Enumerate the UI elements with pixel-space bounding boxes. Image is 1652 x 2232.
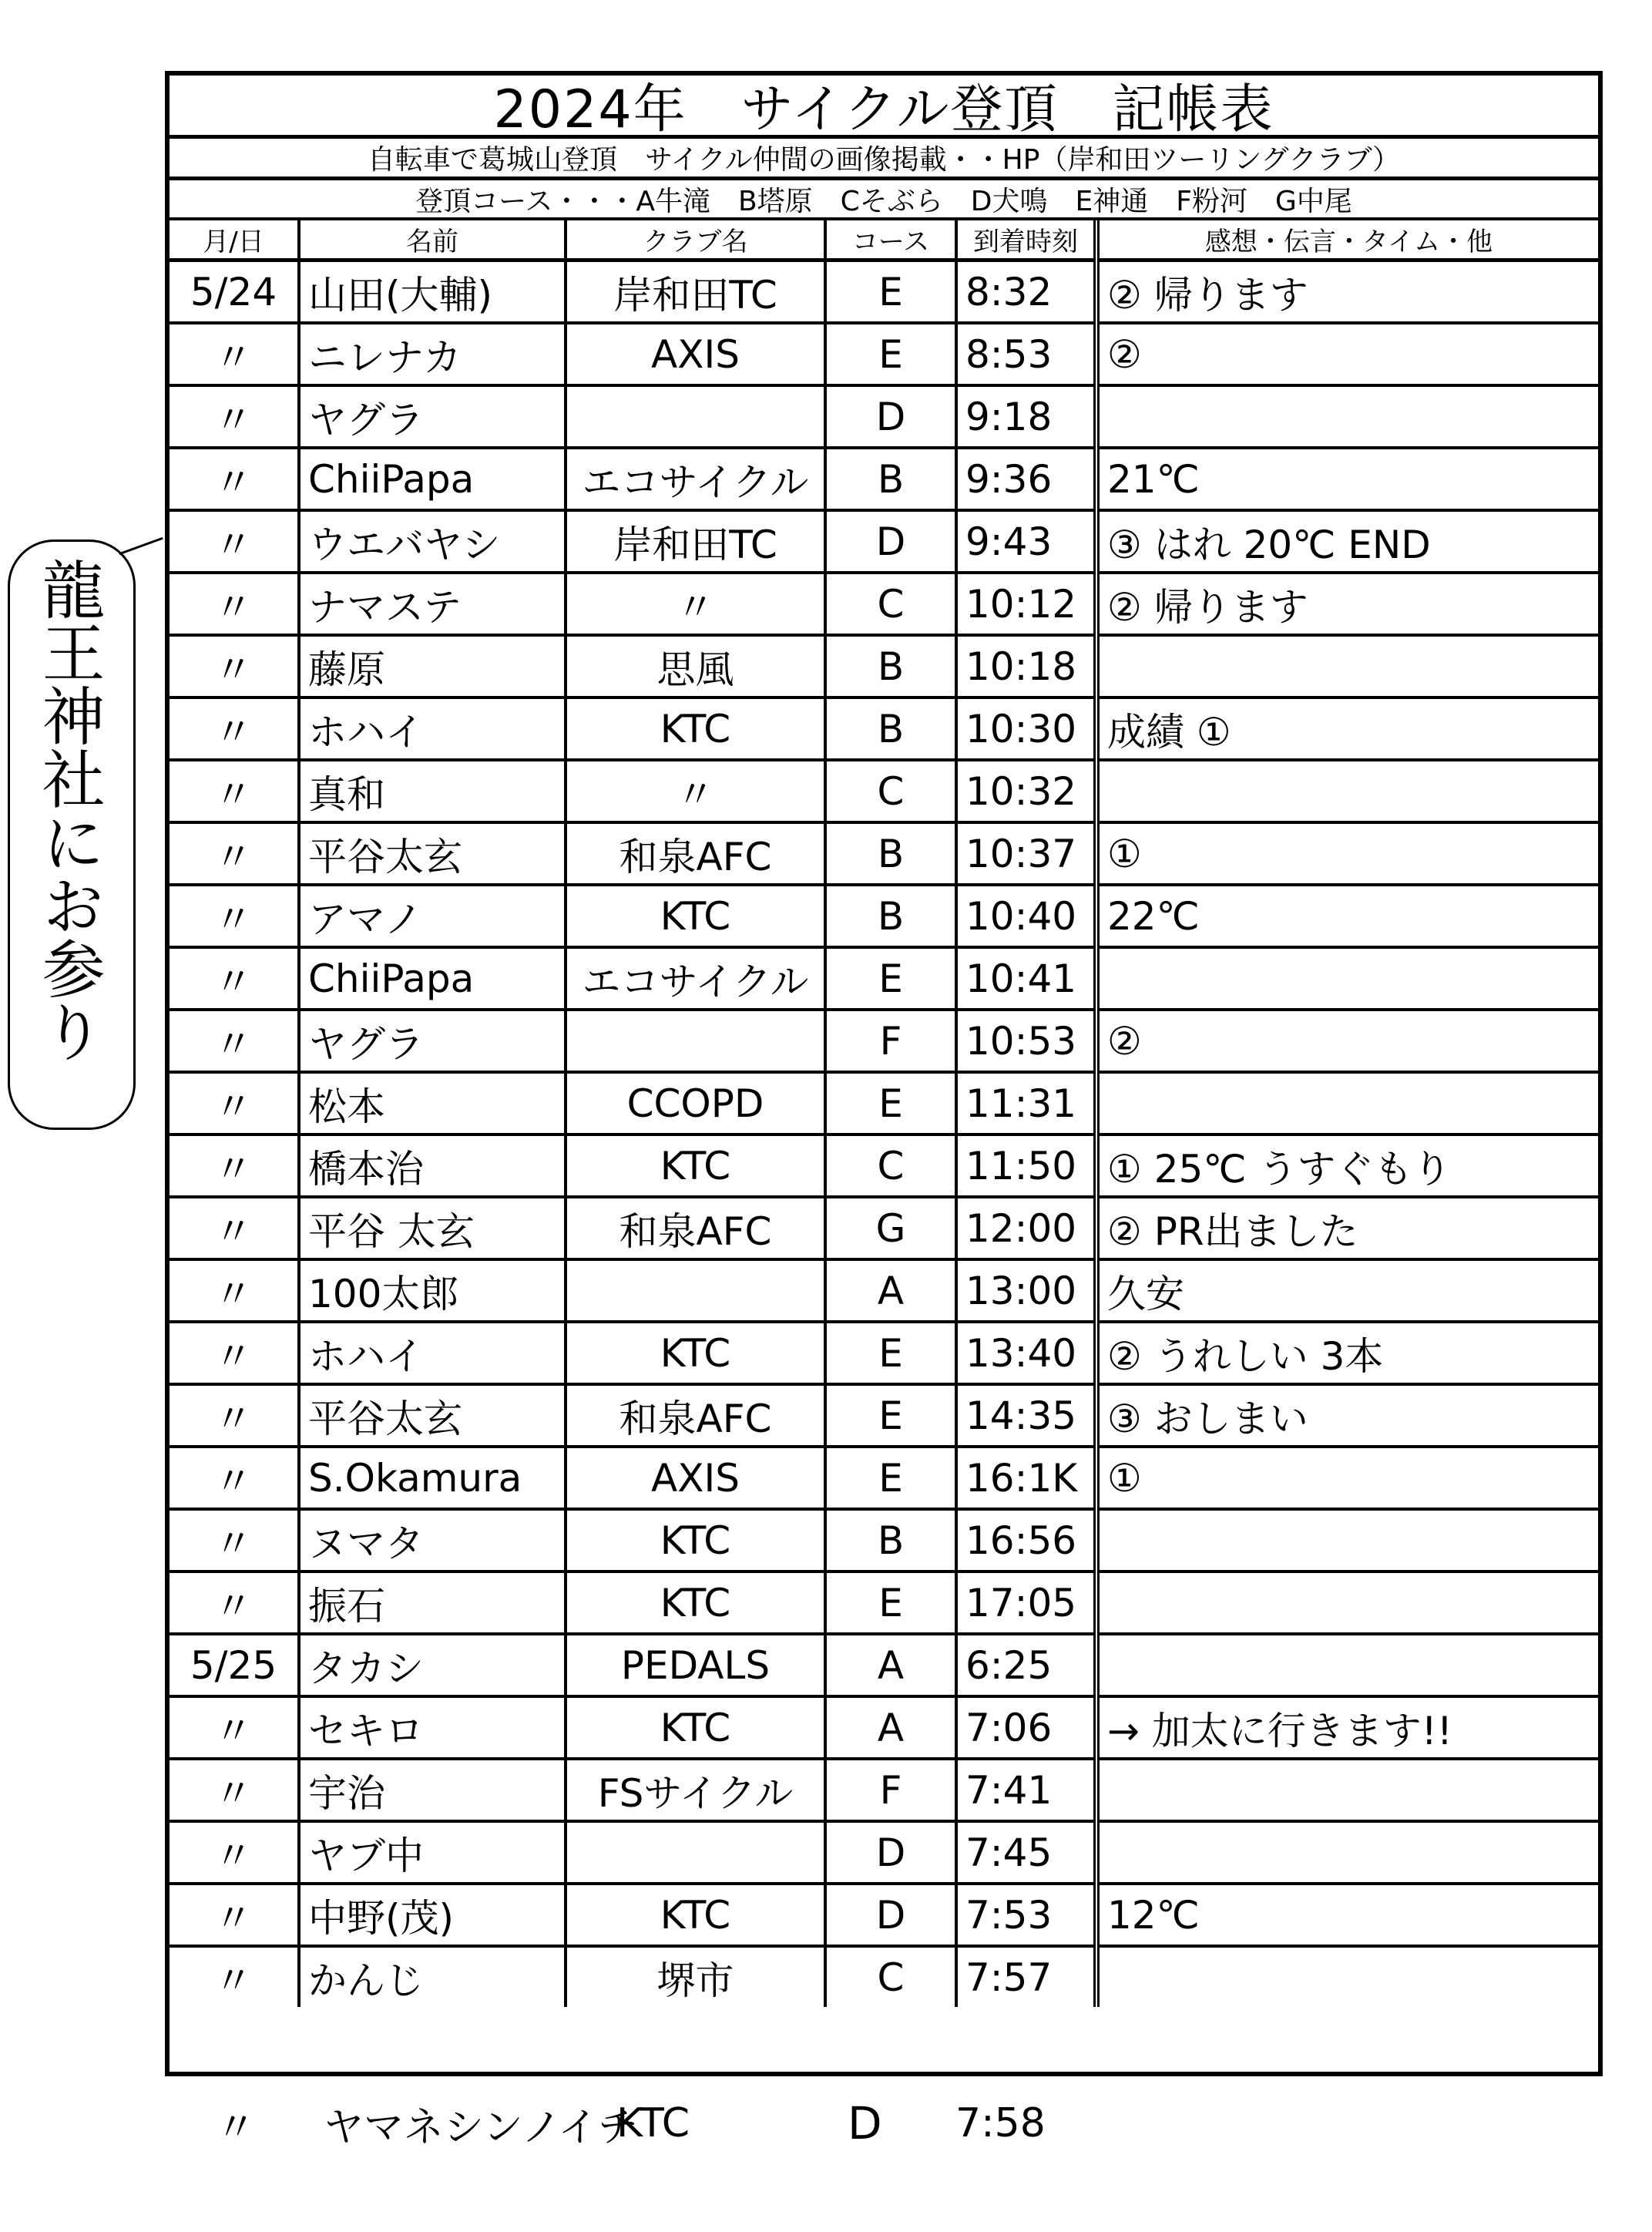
table-row	[170, 1571, 1598, 1634]
entry-course: E	[825, 947, 956, 1010]
entry-club: 和泉AFC	[566, 1384, 825, 1447]
entry-name: ヤブ中	[299, 1821, 566, 1884]
entry-name: ChiiPapa	[299, 448, 566, 510]
entry-date: 〃	[170, 510, 299, 573]
entry-course: A	[825, 1634, 956, 1696]
entry-course: D	[825, 385, 956, 448]
entry-note: 12℃	[1096, 1884, 1598, 1946]
entry-course: E	[825, 1571, 956, 1634]
entry-time: 11:50	[956, 1134, 1096, 1197]
entry-date: 〃	[170, 1384, 299, 1447]
table-row	[170, 698, 1598, 760]
table-row	[170, 1447, 1598, 1509]
entry-club: KTC	[566, 1571, 825, 1634]
entry-note: ①	[1096, 1447, 1598, 1509]
entry-note	[1096, 385, 1598, 448]
entry-name: アマノ	[299, 885, 566, 947]
col-header-course: コース	[825, 220, 956, 261]
entry-course: C	[825, 1134, 956, 1197]
entry-time: 16:1K	[956, 1447, 1096, 1509]
table-row	[170, 1384, 1598, 1447]
margin-note-text: 龍王神社にお参り	[32, 557, 105, 1063]
entry-club: 堺市	[566, 1946, 825, 2007]
table-row	[170, 635, 1598, 698]
entry-note	[1096, 1946, 1598, 2007]
entry-name: 100太郎	[299, 1259, 566, 1322]
entry-note: ① 25℃ うすぐもり	[1096, 1134, 1598, 1197]
entry-course: D	[825, 510, 956, 573]
outside-entry-date: 〃	[216, 2104, 257, 2151]
outside-entry-course: D	[848, 2097, 882, 2150]
entry-name: かんじ	[299, 1946, 566, 2007]
entry-club: 〃	[566, 573, 825, 635]
table-row	[170, 1884, 1598, 1946]
entry-note: ② 帰ります	[1096, 261, 1598, 324]
table-row	[170, 885, 1598, 947]
entry-club: CCOPD	[566, 1072, 825, 1134]
entry-course: E	[825, 323, 956, 385]
col-header-time: 到着時刻	[956, 220, 1096, 261]
entry-note	[1096, 1634, 1598, 1696]
entry-name: 橋本治	[299, 1134, 566, 1197]
entry-name: ヤグラ	[299, 385, 566, 448]
table-row	[170, 323, 1598, 385]
outside-entry-time: 7:58	[955, 2100, 1046, 2146]
entry-name: ホハイ	[299, 698, 566, 760]
entry-name: 中野(茂)	[299, 1884, 566, 1946]
table-row	[170, 760, 1598, 822]
entry-date: 〃	[170, 1696, 299, 1759]
entry-time: 10:12	[956, 573, 1096, 635]
entry-note	[1096, 760, 1598, 822]
entry-note	[1096, 1072, 1598, 1134]
entry-name: ヤグラ	[299, 1010, 566, 1072]
entry-course: F	[825, 1759, 956, 1821]
table-row	[170, 261, 1598, 324]
entry-course: B	[825, 885, 956, 947]
entry-time: 9:36	[956, 448, 1096, 510]
table-row	[170, 573, 1598, 635]
entry-date: 〃	[170, 1259, 299, 1322]
entry-date: 〃	[170, 1010, 299, 1072]
entry-course: F	[825, 1010, 956, 1072]
entry-name: ヌマタ	[299, 1509, 566, 1571]
entry-name: ChiiPapa	[299, 947, 566, 1010]
logbook-sheet	[165, 71, 1603, 2076]
entry-club: 〃	[566, 760, 825, 822]
entry-club: KTC	[566, 1134, 825, 1197]
entry-date: 〃	[170, 698, 299, 760]
entry-note: 成績 ①	[1096, 698, 1598, 760]
entry-club: AXIS	[566, 323, 825, 385]
entry-time: 6:25	[956, 1634, 1096, 1696]
entry-club: KTC	[566, 1509, 825, 1571]
entry-date: 〃	[170, 1322, 299, 1384]
entry-time: 13:40	[956, 1322, 1096, 1384]
entry-note: ③ はれ 20℃ END	[1096, 510, 1598, 573]
entry-time: 7:53	[956, 1884, 1096, 1946]
entry-time: 14:35	[956, 1384, 1096, 1447]
table-row	[170, 448, 1598, 510]
table-row	[170, 1322, 1598, 1384]
entry-date: 〃	[170, 1134, 299, 1197]
entry-date: 〃	[170, 323, 299, 385]
outside-entry-club: KTC	[616, 2100, 690, 2146]
entry-club: PEDALS	[566, 1634, 825, 1696]
entry-club: 和泉AFC	[566, 1197, 825, 1259]
entry-club	[566, 1259, 825, 1322]
entry-time: 10:40	[956, 885, 1096, 947]
logbook-body	[170, 261, 1598, 2008]
entry-name: 宇治	[299, 1759, 566, 1821]
entry-name: S.Okamura	[299, 1447, 566, 1509]
entry-note	[1096, 1571, 1598, 1634]
entry-club: KTC	[566, 1696, 825, 1759]
entry-note: 22℃	[1096, 885, 1598, 947]
entry-club: 岸和田TC	[566, 510, 825, 573]
entry-date: 〃	[170, 1509, 299, 1571]
entry-club	[566, 1821, 825, 1884]
entry-time: 7:45	[956, 1821, 1096, 1884]
table-header-row	[170, 220, 1598, 261]
entry-course: E	[825, 261, 956, 324]
entry-time: 7:57	[956, 1946, 1096, 2007]
entry-note: 21℃	[1096, 448, 1598, 510]
entry-club	[566, 385, 825, 448]
entry-date: 5/25	[170, 1634, 299, 1696]
entry-date: 〃	[170, 760, 299, 822]
course-legend: 登頂コース・・・A牛滝 B塔原 Cそぶら D犬鳴 E神通 F粉河 G中尾	[170, 180, 1598, 220]
entry-course: A	[825, 1259, 956, 1322]
entry-course: E	[825, 1447, 956, 1509]
entry-club: AXIS	[566, 1447, 825, 1509]
entry-name: ホハイ	[299, 1322, 566, 1384]
entry-course: B	[825, 822, 956, 885]
entry-note	[1096, 1509, 1598, 1571]
entry-time: 9:18	[956, 385, 1096, 448]
entry-date: 5/24	[170, 261, 299, 324]
table-row	[170, 1072, 1598, 1134]
entry-name: 藤原	[299, 635, 566, 698]
entry-date: 〃	[170, 1197, 299, 1259]
entry-date: 〃	[170, 1946, 299, 2007]
col-header-club: クラブ名	[566, 220, 825, 261]
table-row	[170, 510, 1598, 573]
entry-date: 〃	[170, 573, 299, 635]
entry-name: 平谷太玄	[299, 822, 566, 885]
entry-time: 10:30	[956, 698, 1096, 760]
entry-note	[1096, 1759, 1598, 1821]
entry-course: D	[825, 1821, 956, 1884]
entry-note: ②	[1096, 1010, 1598, 1072]
entry-note: ②	[1096, 323, 1598, 385]
entry-time: 8:32	[956, 261, 1096, 324]
entry-course: B	[825, 698, 956, 760]
entry-course: B	[825, 448, 956, 510]
entry-time: 11:31	[956, 1072, 1096, 1134]
entry-time: 13:00	[956, 1259, 1096, 1322]
table-row	[170, 1759, 1598, 1821]
entry-date: 〃	[170, 635, 299, 698]
entry-date: 〃	[170, 822, 299, 885]
entry-time: 7:41	[956, 1759, 1096, 1821]
entry-course: C	[825, 573, 956, 635]
entry-name: ナマステ	[299, 573, 566, 635]
entry-club: 岸和田TC	[566, 261, 825, 324]
table-row	[170, 1946, 1598, 2007]
entry-time: 16:56	[956, 1509, 1096, 1571]
entry-name: 松本	[299, 1072, 566, 1134]
entry-name: 平谷太玄	[299, 1384, 566, 1447]
entry-time: 10:41	[956, 947, 1096, 1010]
entry-name: ウエバヤシ	[299, 510, 566, 573]
margin-note-bubble	[8, 540, 136, 1130]
entry-note: → 加太に行きます!!	[1096, 1696, 1598, 1759]
table-row	[170, 1010, 1598, 1072]
entry-course: E	[825, 1072, 956, 1134]
table-row	[170, 947, 1598, 1010]
entry-date: 〃	[170, 1759, 299, 1821]
entry-time: 12:00	[956, 1197, 1096, 1259]
entry-club: KTC	[566, 885, 825, 947]
entry-time: 10:37	[956, 822, 1096, 885]
table-row	[170, 1509, 1598, 1571]
entry-course: E	[825, 1384, 956, 1447]
entry-date: 〃	[170, 947, 299, 1010]
entry-name: 平谷 太玄	[299, 1197, 566, 1259]
entry-name: タカシ	[299, 1634, 566, 1696]
entry-club: エコサイクル	[566, 947, 825, 1010]
entry-date: 〃	[170, 385, 299, 448]
entry-club: KTC	[566, 1884, 825, 1946]
col-header-name: 名前	[299, 220, 566, 261]
entry-time: 10:18	[956, 635, 1096, 698]
margin-note-arrow	[119, 537, 163, 555]
outside-entry-row	[216, 2081, 1603, 2166]
entry-date: 〃	[170, 1884, 299, 1946]
table-row	[170, 1134, 1598, 1197]
entry-note: 久安	[1096, 1259, 1598, 1322]
entry-course: C	[825, 1946, 956, 2007]
entry-course: B	[825, 1509, 956, 1571]
entry-club	[566, 1010, 825, 1072]
entry-club: KTC	[566, 698, 825, 760]
entry-club: FSサイクル	[566, 1759, 825, 1821]
entry-time: 17:05	[956, 1571, 1096, 1634]
entry-name: 山田(大輔)	[299, 261, 566, 324]
entry-date: 〃	[170, 1571, 299, 1634]
entry-note: ② うれしい 3本	[1096, 1322, 1598, 1384]
table-row	[170, 1634, 1598, 1696]
sheet-title: 2024年 サイクル登頂 記帳表	[170, 76, 1598, 139]
table-row	[170, 1259, 1598, 1322]
entry-note	[1096, 635, 1598, 698]
entry-course: D	[825, 1884, 956, 1946]
entry-date: 〃	[170, 1447, 299, 1509]
entry-time: 8:53	[956, 323, 1096, 385]
entry-note: ② 帰ります	[1096, 573, 1598, 635]
entry-time: 10:53	[956, 1010, 1096, 1072]
entry-note	[1096, 1821, 1598, 1884]
entry-note: ①	[1096, 822, 1598, 885]
entry-date: 〃	[170, 885, 299, 947]
entry-name: 振石	[299, 1571, 566, 1634]
entry-name: 真和	[299, 760, 566, 822]
entry-club: KTC	[566, 1322, 825, 1384]
entry-date: 〃	[170, 448, 299, 510]
entry-note: ③ おしまい	[1096, 1384, 1598, 1447]
entry-course: A	[825, 1696, 956, 1759]
entry-note	[1096, 947, 1598, 1010]
entry-club: エコサイクル	[566, 448, 825, 510]
logbook-table	[170, 220, 1598, 2007]
entry-name: ニレナカ	[299, 323, 566, 385]
entry-time: 9:43	[956, 510, 1096, 573]
table-row	[170, 1821, 1598, 1884]
entry-course: G	[825, 1197, 956, 1259]
entry-note: ② PR出ました	[1096, 1197, 1598, 1259]
col-header-note: 感想・伝言・タイム・他	[1096, 220, 1598, 261]
entry-date: 〃	[170, 1821, 299, 1884]
table-row	[170, 385, 1598, 448]
entry-club: 思風	[566, 635, 825, 698]
table-row	[170, 1696, 1598, 1759]
entry-course: E	[825, 1322, 956, 1384]
entry-course: B	[825, 635, 956, 698]
entry-name: セキロ	[299, 1696, 566, 1759]
entry-time: 10:32	[956, 760, 1096, 822]
entry-date: 〃	[170, 1072, 299, 1134]
col-header-date: 月/日	[170, 220, 299, 261]
sheet-subtitle: 自転車で葛城山登頂 サイクル仲間の画像掲載・・HP（岸和田ツーリングクラブ）	[170, 139, 1598, 180]
entry-club: 和泉AFC	[566, 822, 825, 885]
table-row	[170, 1197, 1598, 1259]
entry-time: 7:06	[956, 1696, 1096, 1759]
table-row	[170, 822, 1598, 885]
outside-entry-name: ヤマネシンノイチ	[324, 2104, 638, 2151]
entry-course: C	[825, 760, 956, 822]
